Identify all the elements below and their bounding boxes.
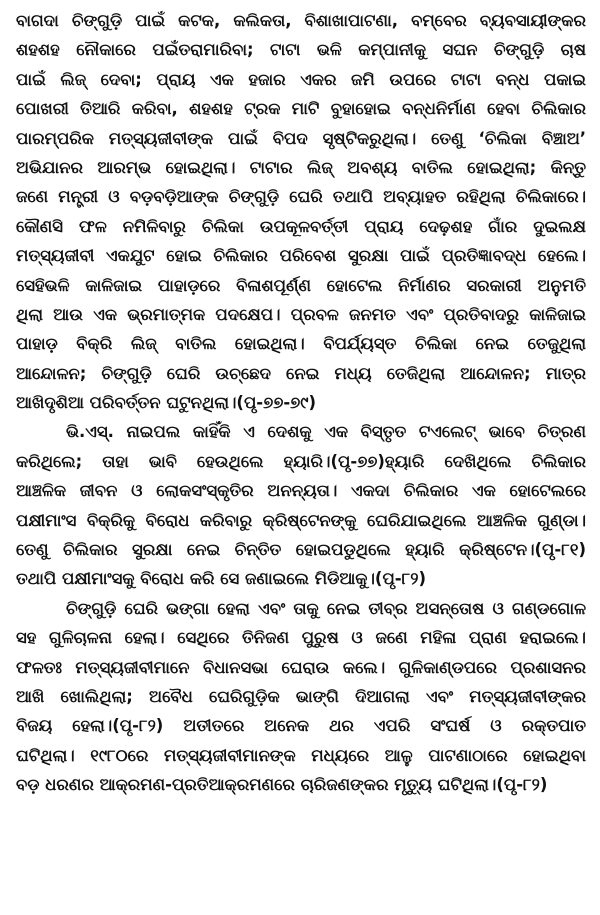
paragraph-chilika-campaign — [16, 6, 586, 417]
text-line: ସେହିଭଳି କାଳିଜାଇ ପାହାଡ଼ରେ ବିଳାଶପୂର୍ଣ୍ଣ ହୋଟେଲ ନିର୍ମାଣର ସରକାରୀ ଅନୁମତି — [16, 275, 586, 295]
text-line: ପକ୍ଷୀମାଂସ ବିକ୍ରିକୁ ବିରୋଧ କରିବାରୁ କ୍ରିଷ୍ଟେନଙ୍କୁ ଘେରିଯାଇଥିଲେ ଆଞ୍ଚଳିକ ଗୁଣ୍ଡା। — [16, 510, 586, 530]
text-line: ବାଗଦା ଚିଙ୍ଗୁଡ଼ି ପାଇଁ କଟକ, କଲିକତା, ବିଶାଖାପାଟଣା, ବମ୍ବେର ବ୍ୟବସାୟୀଙ୍କର — [16, 11, 586, 30]
text-line: ବିଜୟ ହେଲା।(ପୃ-୮୨) ଅତୀତରେ ଅନେକ ଥର ଏପରି ସଂଘର୍ଷ ଓ ରକ୍ତପାତ — [16, 716, 586, 736]
text-line: ଥିଲା ଆଉ ଏକ ଭ୍ରମାତ୍ମକ ପଦକ୍ଷେପ। ପ୍ରବଳ ଜନମତ ଏବଂ ପ୍ରତିବାଦରୁ କାଳିଜାଇ — [16, 304, 586, 324]
text-line: ଚିଙ୍ଗୁଡ଼ି ଘେରି ଭଙ୍ଗା ହେଲା ଏବଂ ତାକୁ ନେଇ ତୀବ୍ର ଅସନ୍ତୋଷ ଓ ଗଣ୍ଡଗୋଳ — [66, 598, 586, 618]
text-line: ମତ୍ସ୍ୟଜୀବୀ ଏକଯୁଟ ହୋଇ ଚିଲିକାର ପରିବେଶ ସୁରକ୍ଷା ପାଇଁ ପ୍ରତିଜ୍ଞାବଦ୍ଧ ହେଲେ। — [16, 246, 586, 266]
text-line: ପୋଖରୀ ତିଆରି କରିବା, ଶହଶହ ଟ୍ରକ ମାଟି ବୁହାହୋଇ ବନ୍ଧନିର୍ମାଣ ହେବା ଚିଲିକାର — [16, 99, 586, 119]
text-line: କରିଥିଲେ; ତାହା ଭାବି ହେଉଥିଲେ ହ୍ୟାରି।(ପୃ-୭୭)ହ୍ୟାରି ଦେଖିଥିଲେ ଚିଲିକାର — [16, 451, 586, 471]
text-line: ପାରମ୍ପରିକ ମତ୍ସ୍ୟଜୀବୀଙ୍କ ପାଇଁ ବିପଦ ସୃଷ୍ଟିକରୁଥିଲା। ତେଣୁ ‘ଚିଲିକା ବିଞ୍ଚାଅ’ — [16, 128, 586, 148]
text-line: ଆଖି ଖୋଲିଥିଲା; ଅବୈଧ ଘେରିଗୁଡ଼ିକ ଭାଙ୍ଗି ଦିଆଗଲା ଏବଂ ମତ୍ସ୍ୟଜୀବୀଙ୍କର — [16, 686, 586, 706]
text-line: ପାଇଁ ଲିଜ୍ ଦେବା; ପ୍ରାୟ ଏକ ହଜାର ଏକର ଜମି ଉପରେ ଟାଟା ବନ୍ଧ ପକାଇ — [16, 69, 586, 89]
text-line: ପାହାଡ଼ ବିକ୍ରି ଲିଜ୍ ବାତିଲ ହୋଇଥିଲା। ବିପର୍ଯ୍ୟସ୍ତ ଚିଲିକା ନେଇ ତେଜୁଥିଲା — [16, 334, 586, 354]
text-line: ତେଣୁ ଚିଲିକାର ସୁରକ୍ଷା ନେଇ ଚିନ୍ତିତ ହୋଇପଡୁଥିଲେ ହ୍ୟାରି କ୍ରିଷ୍ଟେନ।(ପୃ-୮୧) — [16, 540, 586, 560]
text-line: ଶହଶହ ନୌକାରେ ପଇଁତରାମାରିବା; ଟାଟା ଭଳି କମ୍ପାନୀକୁ ସଘନ ଚିଙ୍ଗୁଡ଼ି ଚାଷ — [16, 40, 586, 60]
text-line: ଆଞ୍ଚଳିକ ଜୀବନ ଓ ଲୋକସଂସ୍କୃତିର ଅନନ୍ୟତା। ଏକଦା ଚିଲିକାର ଏକ ହୋଟେଲରେ — [16, 481, 586, 501]
text-line: ବଡ଼ ଧରଣର ଆକ୍ରମଣ-ପ୍ରତିଆକ୍ରମଣରେ ଚାରିଜଣଙ୍କର ମୃତ୍ୟୁ ଘଟିଥିଲା।(ପୃ-୮୨) — [16, 775, 548, 795]
paragraph-shrimp-gheri — [16, 594, 586, 800]
text-line: ଘଟିଥିଲା। ୧୯୮୦ରେ ମତ୍ସ୍ୟଜୀବୀମାନଙ୍କ ମଧ୍ୟରେ ଆଳୁ ପାଟଣାଠାରେ ହୋଇଥିବା — [16, 745, 586, 765]
text-line: ସହ ଗୁଳିଚାଳନା ହେଲା। ସେଥିରେ ତିନିଜଣ ପୁରୁଷ ଓ ଜଣେ ମହିଳା ପ୍ରାଣ ହରାଇଲେ। — [16, 628, 586, 648]
text-line: ତଥାପି ପକ୍ଷୀମାଂସକୁ ବିରୋଧ କରି ସେ ଜଣାଇଲେ ମିଡିଆକୁ।(ପୃ-୮୨) — [16, 569, 427, 589]
text-line: ଜଣେ ମନ୍ତ୍ରୀ ଓ ବଡ଼ବଡ଼ିଆଙ୍କ ଚିଙ୍ଗୁଡ଼ି ଘେରି ତଥାପି ଅବ୍ୟାହତ ରହିଥିଲା ଚିଲିକାରେ। — [16, 187, 586, 207]
text-line: କୌଣସି ଫଳ ନମିଳିବାରୁ ଚିଲିକା ଉପକୂଳବର୍ତ୍ତୀ ପ୍ରାୟ ଦେଢ଼ଶହ ଗାଁର ଦୁଇଲକ୍ଷ — [16, 216, 586, 236]
text-line: ଆନ୍ଦୋଳନ; ଚିଙ୍ଗୁଡ଼ି ଘେରି ଉଚ୍ଛେଦ ନେଇ ମଧ୍ୟ ତେଜିଥିଲା ଆନ୍ଦୋଳନ; ମାତ୍ର — [16, 363, 586, 383]
text-line: ଅଭିଯାନର ଆରମ୍ଭ ହୋଇଥିଲା। ଟାଟାର ଲିଜ୍ ଅବଶ୍ୟ ବାତିଲ ହୋଇଥିଲା; କିନ୍ତୁ — [16, 157, 586, 177]
text-line: ଫଳତଃ ମତ୍ସ୍ୟଜୀବୀମାନେ ବିଧାନସଭା ଘେରାଉ କଲେ। ଗୁଳିକାଣ୍ଡପରେ ପ୍ରଶାସନର — [16, 657, 586, 677]
paragraph-naipaul-harry — [16, 417, 586, 593]
text-line: ଆଖିଦୃଶିଆ ପରିବର୍ତ୍ତନ ଘଟୁନଥିଲା।(ପୃ-୭୭-୭୯) — [16, 393, 317, 413]
text-line: ଭି.ଏସ୍. ନାଇପଲ କାହିଁକି ଏ ଦେଶକୁ ଏକ ବିସ୍ତୃତ ଟଏଲେଟ୍ ଭାବେ ଚିତ୍ରଣ — [66, 422, 586, 442]
